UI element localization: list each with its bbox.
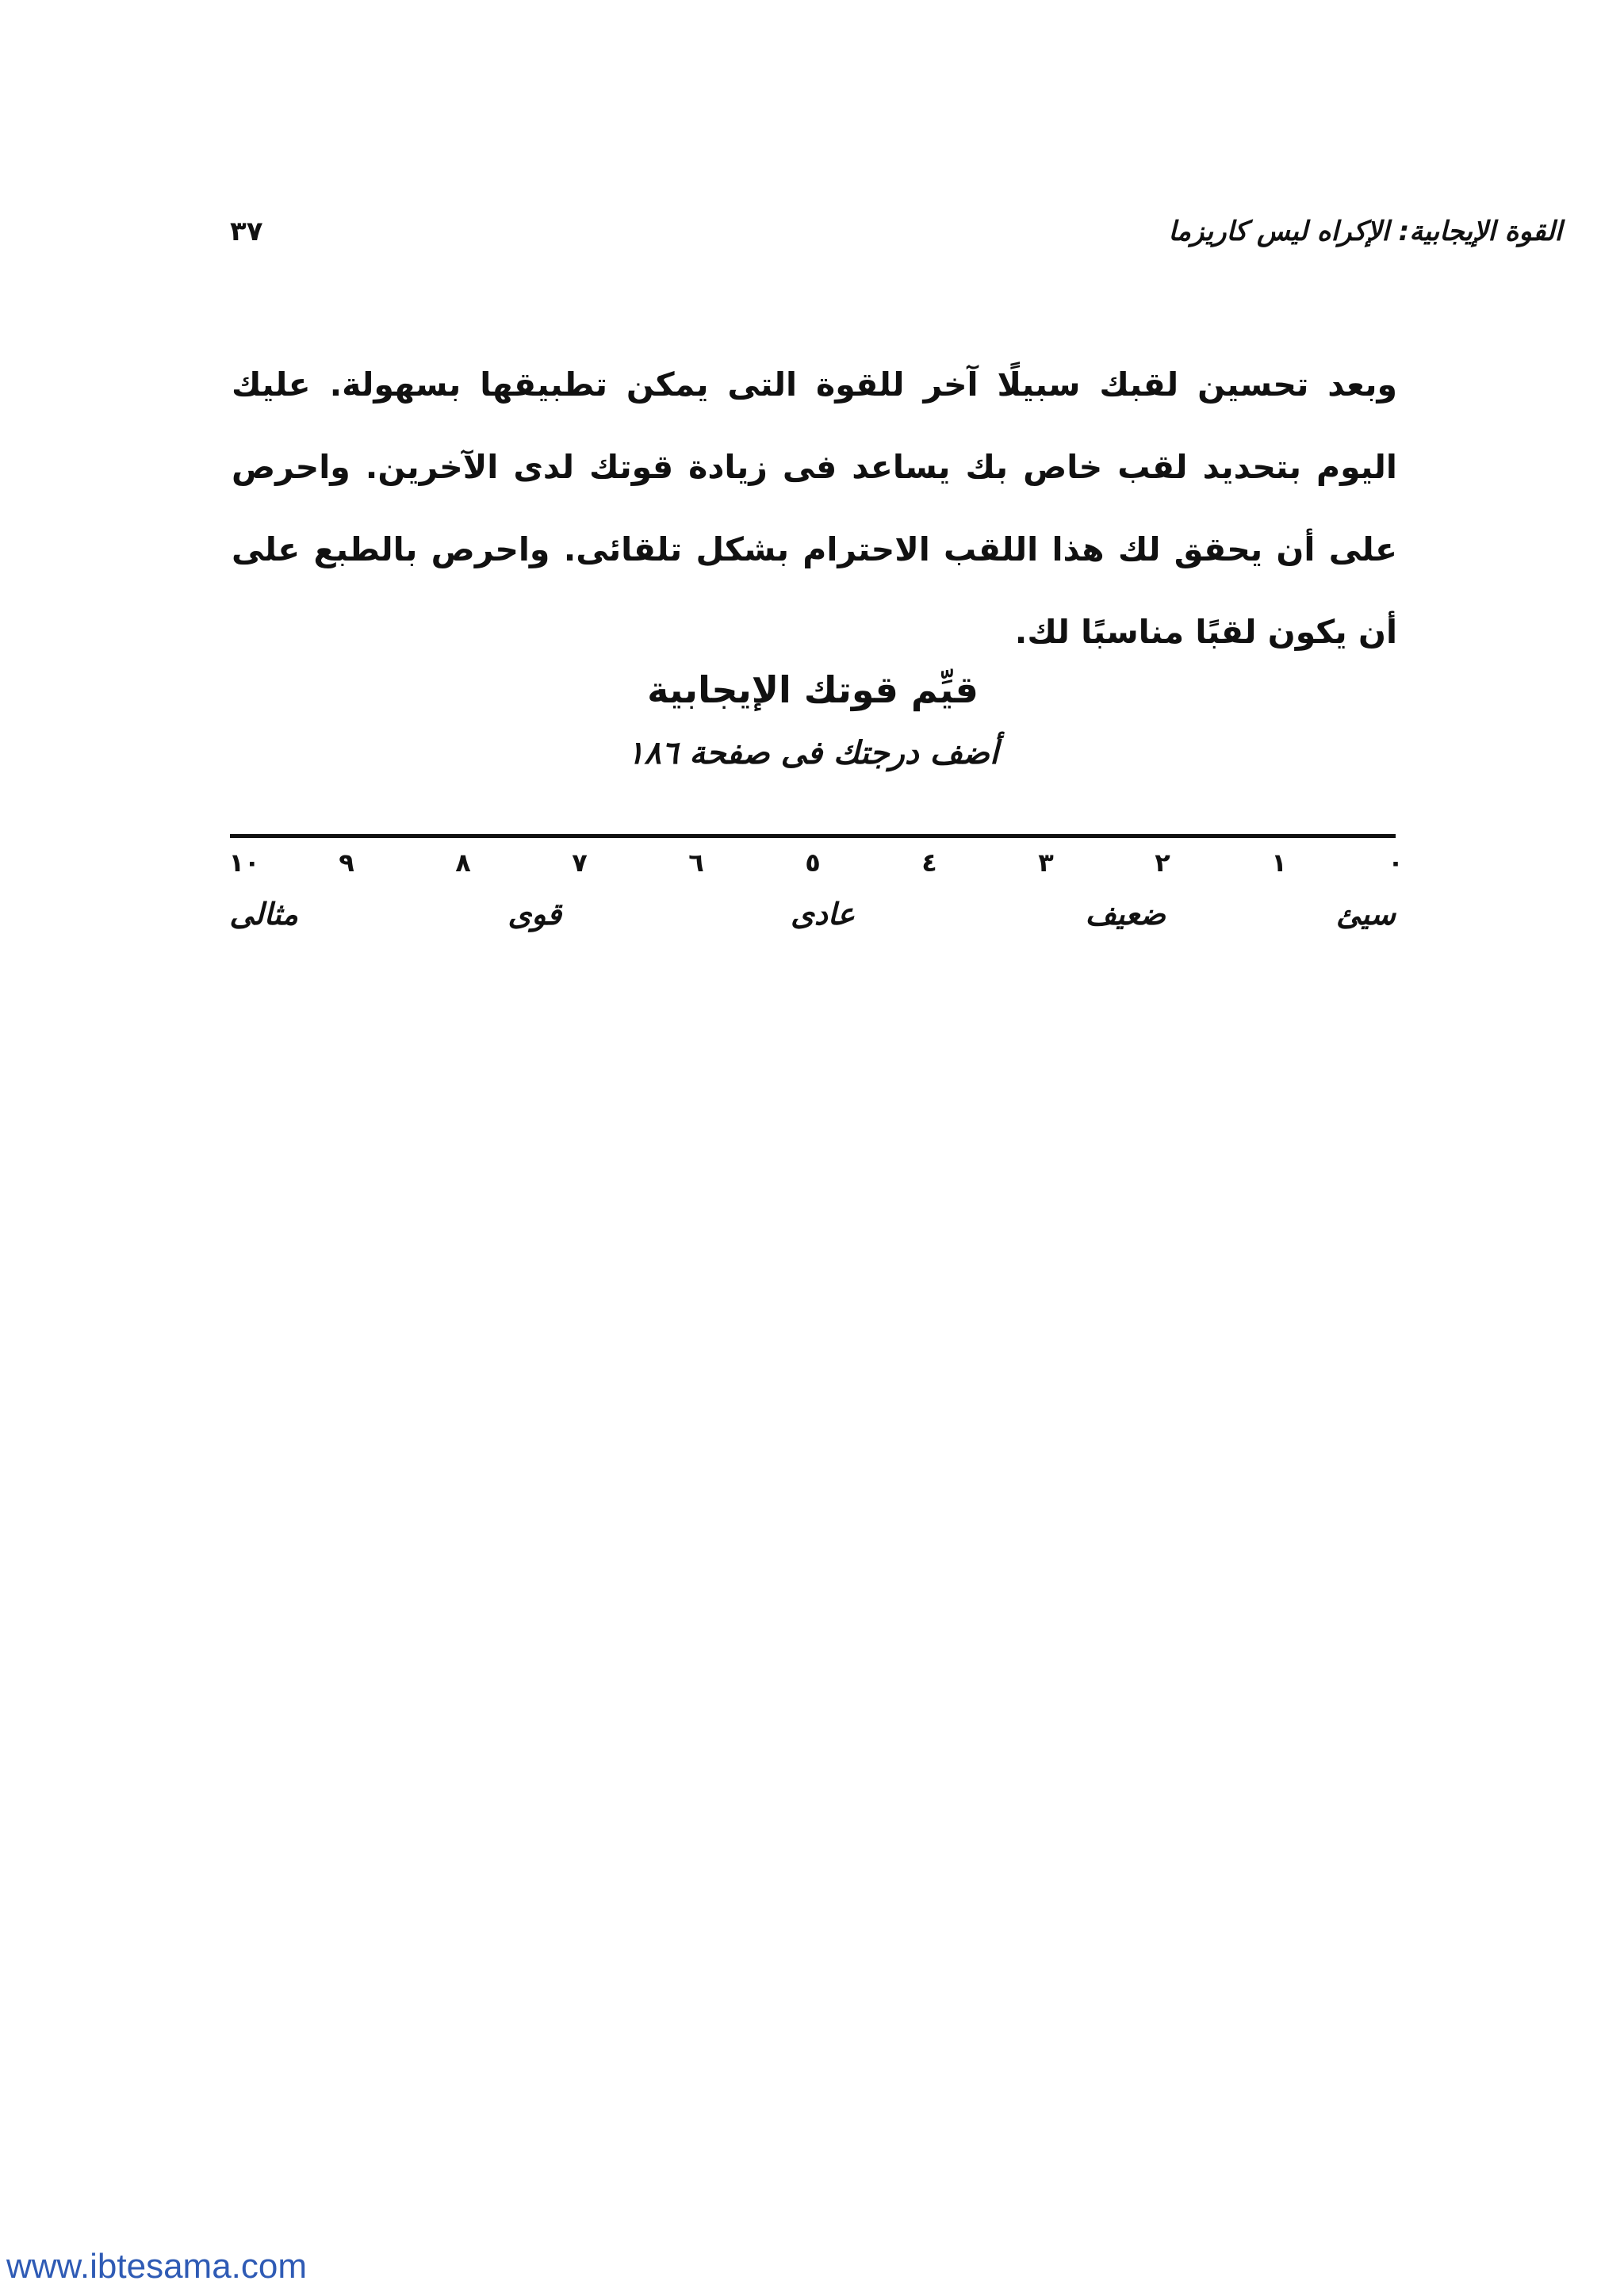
scale-tick-5: ٥: [805, 848, 821, 878]
scale-tick-9: ٩: [339, 848, 354, 878]
scale-tick-2: ٢: [1155, 848, 1170, 878]
running-header: [230, 216, 1562, 263]
scale-tick-6: ٦: [688, 848, 704, 878]
scale-tick-7: ٧: [572, 848, 588, 878]
rating-subtitle: أضف درجتك فى صفحة ١٨٦: [626, 735, 999, 771]
rating-title: قيِّم قوتك الإيجابية: [647, 668, 979, 711]
scale-label-strong: قوى: [508, 897, 561, 932]
scale-label-average: عادى: [791, 897, 855, 932]
rating-scale: [228, 848, 1404, 951]
scale-label-ideal: مثالى: [229, 897, 298, 932]
scale-tick-3: ٣: [1038, 848, 1054, 878]
scale-tick-10: ١٠: [228, 848, 260, 878]
body-paragraph: وبعد تحسين لقبك سبيلًا آخر للقوة التى يمكن تطبيقها بسهولة. عليك اليوم بتحديد لقب خاص بك يساعد فى زيادة قوتك لدى الآخرين. واحرص على أن يحقق لك هذا اللقب الاحترام بشكل تلقائى. واحرص بالطبع على أن يكون لقبًا مناسبًا لك.: [232, 365, 1397, 651]
chapter-title: القوة الإيجابية: الإكراه ليس كاريزما: [1168, 216, 1562, 247]
watermark: www.ibtesama.com: [6, 2247, 308, 2286]
scale-rule: [230, 834, 1396, 838]
scale-tick-1: ١: [1271, 848, 1287, 878]
scale-label-bad: سيئ: [1336, 897, 1396, 932]
page-number: ٣٧: [230, 216, 263, 247]
scale-tick-4: ٤: [921, 848, 937, 878]
scale-label-weak: ضعيف: [1085, 897, 1166, 932]
scale-tick-0: ٠: [1388, 848, 1404, 878]
scale-tick-8: ٨: [455, 848, 471, 878]
self-rating-section: [228, 658, 1404, 951]
